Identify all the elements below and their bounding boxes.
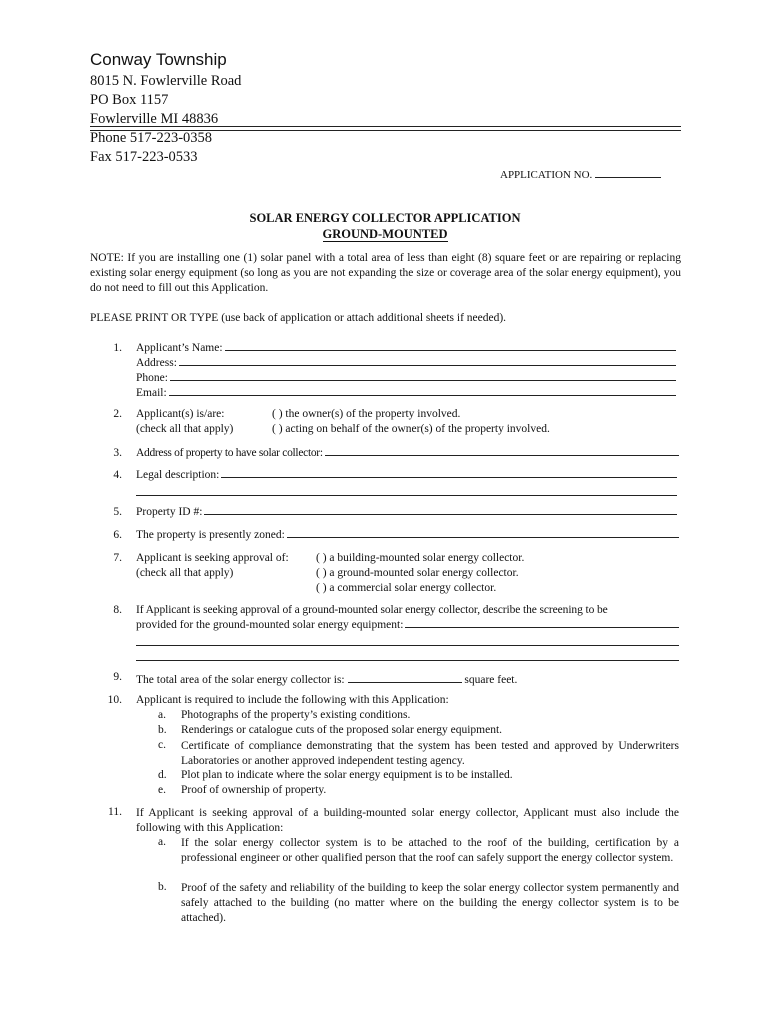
applicant-phone-label: Phone:: [136, 372, 168, 384]
note-paragraph: NOTE: If you are installing one (1) solar panel with a total area of less than eight (8) square feet or are repairing or replacing existing solar energy equipment (so long as you are not expanding the size or coverage area of the solar energy equipment), you do not need to fill out this Application.: [90, 252, 681, 294]
building-mounted-requirements-label: If Applicant is seeking approval of a building-mounted solar energy collector, Applicant must also include the following with this Application:: [136, 807, 679, 834]
property-id-label: Property ID #:: [136, 506, 203, 518]
item-9: [136, 671, 517, 686]
item-number: 8.: [113, 604, 122, 616]
legal-description-label: Legal description:: [136, 469, 220, 481]
form-title: SOLAR ENERGY COLLECTOR APPLICATION: [249, 211, 521, 225]
address-line-3: Fowlerville MI 48836: [90, 111, 219, 127]
property-address-label: Address of property to have solar collector:: [136, 447, 323, 459]
requirement-photographs: Photographs of the property’s existing conditions.: [181, 709, 411, 721]
item-3: [136, 447, 679, 459]
screening-question-line-1: If Applicant is seeking approval of a ground-mounted solar energy collector, describe the screening to be: [136, 604, 608, 616]
agent-checkbox-option[interactable]: ( ) acting on behalf of the owner(s) of the property involved.: [272, 423, 550, 435]
list-letter: d.: [158, 769, 167, 781]
approval-type-label: Applicant is seeking approval of:: [136, 552, 289, 564]
fax-line: Fax 517-223-0533: [90, 149, 198, 165]
property-address-field[interactable]: [325, 454, 679, 456]
applicant-address-label: Address:: [136, 357, 177, 369]
requirement-ownership: Proof of ownership of property.: [181, 784, 327, 796]
item-6: [136, 529, 679, 541]
total-area-label: The total area of the solar energy collector is:: [136, 674, 345, 686]
item-5: [136, 506, 677, 518]
item-number: 7.: [113, 552, 122, 564]
ground-mounted-option[interactable]: ( ) a ground-mounted solar energy collector.: [316, 567, 519, 579]
address-line-1: 8015 N. Fowlerville Road: [90, 73, 242, 89]
item-8: [136, 619, 679, 631]
commercial-option[interactable]: ( ) a commercial solar energy collector.: [316, 582, 497, 594]
total-area-field[interactable]: [348, 671, 462, 683]
screening-field-line-3[interactable]: [136, 660, 679, 661]
instructions: PLEASE PRINT OR TYPE (use back of application or attach additional sheets if needed).: [90, 312, 507, 324]
item-number: 9.: [113, 671, 122, 683]
screening-field[interactable]: [405, 626, 679, 628]
applicant-phone-field[interactable]: [170, 379, 676, 381]
item-number: 3.: [113, 447, 122, 459]
requirement-roof-certification: If the solar energy collector system is to be attached to the roof of the building, certification by a professional engineer or other qualified person that the roof can safely support the energy collector system.: [181, 837, 679, 864]
application-number: [500, 166, 661, 181]
item-number: 6.: [113, 529, 122, 541]
list-letter: a.: [158, 836, 166, 848]
requirement-renderings: Renderings or catalogue cuts of the proposed solar energy equipment.: [181, 724, 503, 736]
applicant-address-field[interactable]: [179, 364, 676, 366]
owner-checkbox-option[interactable]: ( ) the owner(s) of the property involved.: [272, 408, 461, 420]
list-letter: b.: [158, 881, 167, 893]
application-number-label: APPLICATION NO.: [500, 169, 593, 181]
zoning-label: The property is presently zoned:: [136, 529, 285, 541]
item-number: 11.: [108, 806, 122, 818]
applicant-name-label: Applicant’s Name:: [136, 342, 223, 354]
org-name: Conway Township: [90, 50, 227, 69]
item-number: 1.: [113, 342, 122, 354]
item-1: [136, 342, 676, 402]
building-mounted-option[interactable]: ( ) a building-mounted solar energy collector.: [316, 552, 525, 564]
zoning-field[interactable]: [287, 536, 679, 538]
applicant-status-hint: (check all that apply): [136, 423, 234, 435]
square-feet-unit: square feet.: [464, 674, 518, 686]
application-number-field[interactable]: [595, 166, 661, 178]
requirement-attachment-safety: Proof of the safety and reliability of the building to keep the solar energy collector system permanently and safely attached to the building (no matter where on the building the energy collector system is to be attached).: [181, 882, 679, 924]
required-attachments-label: Applicant is required to include the following with this Application:: [136, 694, 449, 706]
legal-description-field-line-2[interactable]: [136, 495, 677, 496]
approval-type-hint: (check all that apply): [136, 567, 234, 579]
applicant-status-label: Applicant(s) is/are:: [136, 408, 225, 420]
applicant-name-field[interactable]: [225, 349, 676, 351]
item-number: 10.: [107, 694, 122, 706]
phone-line: Phone 517-223-0358: [90, 130, 213, 146]
item-4: [136, 469, 677, 481]
item-number: 2.: [113, 408, 122, 420]
list-letter: e.: [158, 784, 166, 796]
form-subtitle: GROUND-MOUNTED: [322, 227, 448, 241]
address-line-2: PO Box 1157: [90, 92, 169, 108]
screening-question-line-2: provided for the ground-mounted solar energy equipment:: [136, 619, 404, 631]
list-letter: c.: [158, 739, 166, 751]
list-letter: a.: [158, 709, 166, 721]
requirement-certificate: Certificate of compliance demonstrating that the system has been tested and approved by Underwriters Laboratories or another approved independent testing agency.: [181, 740, 679, 767]
list-letter: b.: [158, 724, 167, 736]
property-id-field[interactable]: [204, 513, 677, 515]
legal-description-field[interactable]: [221, 476, 677, 478]
screening-field-line-2[interactable]: [136, 645, 679, 646]
applicant-email-label: Email:: [136, 387, 167, 399]
requirement-plot-plan: Plot plan to indicate where the solar energy equipment is to be installed.: [181, 769, 513, 781]
item-number: 4.: [113, 469, 122, 481]
applicant-email-field[interactable]: [169, 394, 676, 396]
item-number: 5.: [113, 506, 122, 518]
